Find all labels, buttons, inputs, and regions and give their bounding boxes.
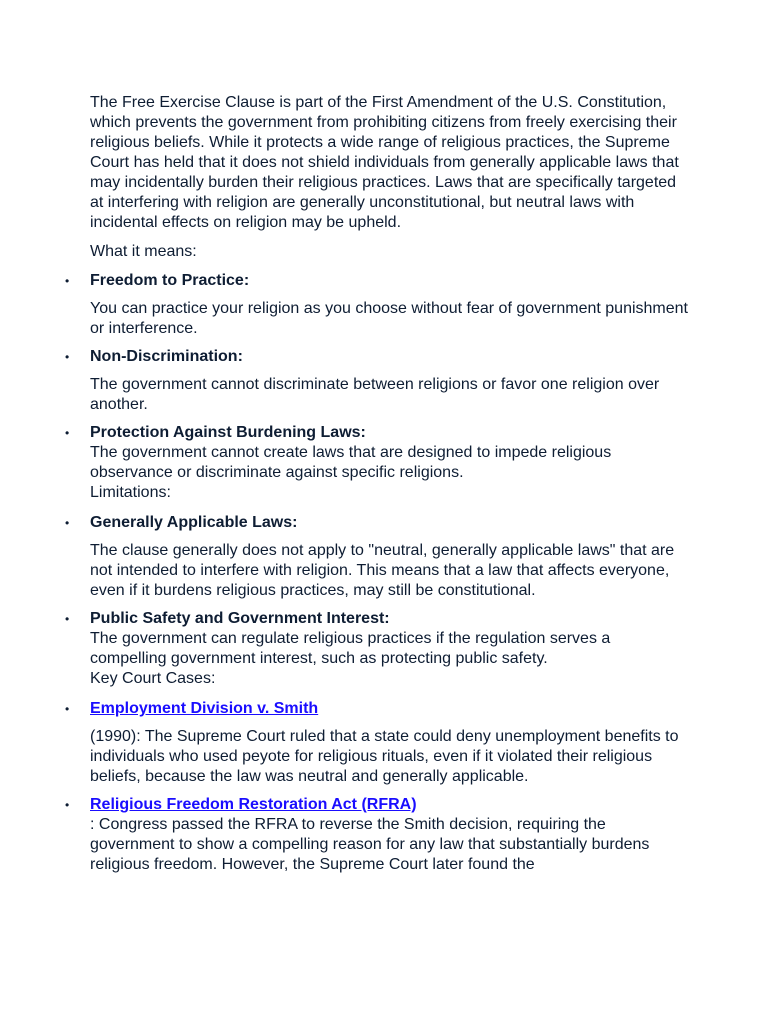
- bullet-icon: •: [65, 798, 70, 812]
- list-item-case-smith: [65, 699, 690, 787]
- section-label-key-court-cases: Key Court Cases:: [90, 670, 216, 687]
- list-item-case-rfra: [65, 795, 690, 875]
- item-body: You can practice your religion as you choose without fear of government punishment or interference.: [90, 300, 688, 337]
- section-label-limitations: Limitations:: [90, 484, 171, 501]
- item-title: Freedom to Practice:: [90, 272, 250, 289]
- bullet-icon: •: [65, 516, 70, 530]
- item-title: Protection Against Burdening Laws:: [90, 424, 366, 441]
- bullet-icon: •: [65, 426, 70, 440]
- case-body: : Congress passed the RFRA to reverse the Smith decision, requiring the government to show a compelling reason for any law that substantially burdens religious freedom. However, the Supreme Court later found the: [90, 816, 650, 873]
- bullet-icon: •: [65, 274, 70, 288]
- list-item-generally-applicable-laws: [65, 513, 690, 601]
- item-title: Non-Discrimination:: [90, 348, 243, 365]
- bullet-icon: •: [65, 702, 70, 716]
- document-content: [65, 93, 690, 875]
- case-body: (1990): The Supreme Court ruled that a state could deny unemployment benefits to individuals who used peyote for religious rituals, even if it violated their religious beliefs, because the law was neutral and generally applicable.: [90, 728, 679, 785]
- bullet-icon: •: [65, 350, 70, 364]
- case-link-rfra[interactable]: Religious Freedom Restoration Act (RFRA): [90, 796, 417, 813]
- item-title: Generally Applicable Laws:: [90, 514, 298, 531]
- list-item-non-discrimination: [65, 347, 690, 415]
- intro-paragraph: The Free Exercise Clause is part of the First Amendment of the U.S. Constitution, which prevents the government from prohibiting citizens from freely exercising their religious beliefs. While it protects a wide range of religious practices, the Supreme Court has held that it does not shield individuals from generally applicable laws that may incidentally burden their religious practices. Laws that are specifically targeted at interfering with religion are generally unconstitutional, but neutral laws with incidental effects on religion may be upheld.: [90, 94, 679, 231]
- item-title: Public Safety and Government Interest:: [90, 610, 390, 627]
- list-item-public-safety: [65, 609, 690, 689]
- bullet-icon: •: [65, 612, 70, 626]
- case-link-employment-division-v-smith[interactable]: Employment Division v. Smith: [90, 700, 319, 717]
- item-body: The government cannot discriminate between religions or favor one religion over another.: [90, 376, 660, 413]
- what-it-means-heading: What it means:: [90, 243, 197, 260]
- item-body: The government cannot create laws that are designed to impede religious observance or discriminate against specific religions.: [90, 444, 612, 481]
- item-body: The government can regulate religious practices if the regulation serves a compelling government interest, such as protecting public safety.: [90, 630, 611, 667]
- list-item-protection-against-burdening-laws: [65, 423, 690, 503]
- item-body: The clause generally does not apply to "neutral, generally applicable laws" that are not intended to interfere with religion. This means that a law that affects everyone, even if it burdens religious practices, may still be constitutional.: [90, 542, 675, 599]
- list-item-freedom-to-practice: [65, 271, 690, 339]
